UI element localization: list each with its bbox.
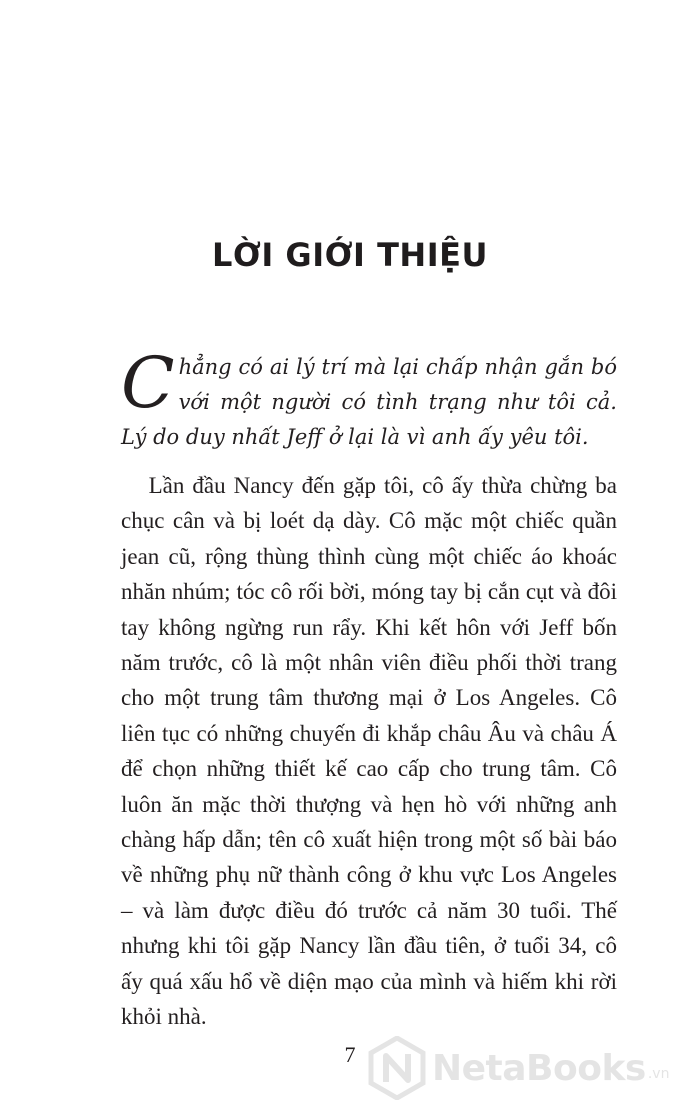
intro-text: hẳng có ai lý trí mà lại chấp nhận gắn bó với một người có tình trạng như tôi cả. Lý do duy nhất Jeff ở lại là vì anh ấy yêu tôi. xyxy=(121,355,617,449)
drop-cap: C xyxy=(121,342,175,424)
page-number: 7 xyxy=(344,1042,356,1067)
watermark xyxy=(368,1032,669,1104)
chapter-title: LỜI GIỚI THIỆU xyxy=(212,236,488,274)
netabooks-logo-icon xyxy=(368,1036,426,1100)
watermark-suffix: .vn xyxy=(647,1066,670,1082)
watermark-brand: NetaBooks xyxy=(432,1047,646,1089)
body-paragraph: Lần đầu Nancy đến gặp tôi, cô ấy thừa chừng ba chục cân và bị loét dạ dày. Cô mặc một chiếc quần jean cũ, rộng thùng thình cùng một chiếc áo khoác nhăn nhúm; tóc cô rối bời, móng tay bị cắn cụt và đôi tay không ngừng run rẩy. Khi kết hôn với Jeff bốn năm trước, cô là một nhân viên điều phối thời trang cho một trung tâm thương mại ở Los Angeles. Cô liên tục có những chuyến đi khắp châu Âu và châu Á để chọn những thiết kế cao cấp cho trung tâm. Cô luôn ăn mặc thời thượng và hẹn hò với những anh chàng hấp dẫn; tên cô xuất hiện trong một số bài báo về những phụ nữ thành công ở khu vực Los Angeles – và làm được điều đó trước cả năm 30 tuổi. Thế nhưng khi tôi gặp Nancy lần đầu tiên, ở tuổi 34, cô ấy quá xấu hổ về diện mạo của mình và hiếm khi rời khỏi nhà. xyxy=(121,473,617,1030)
intro-paragraph xyxy=(121,342,617,455)
